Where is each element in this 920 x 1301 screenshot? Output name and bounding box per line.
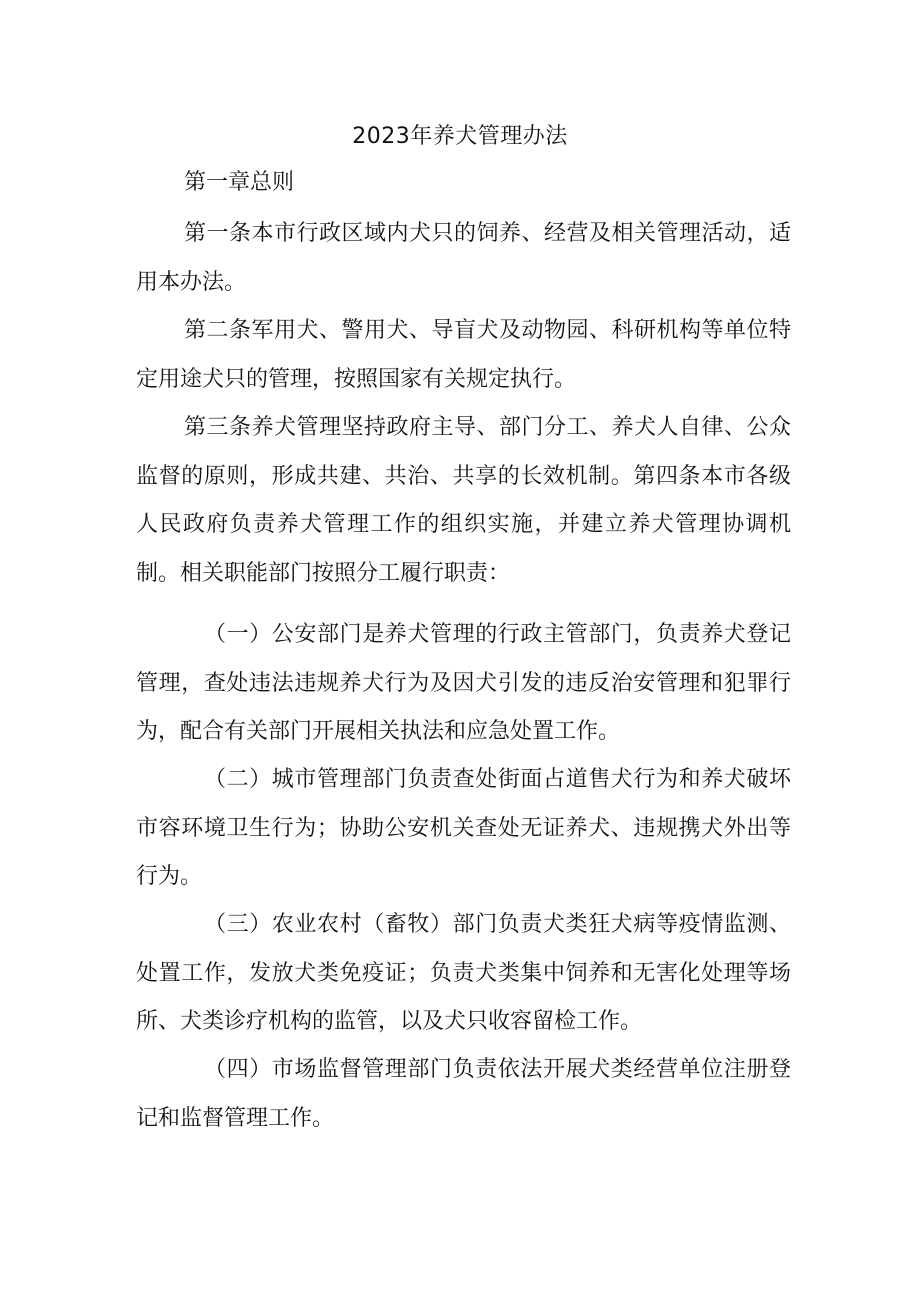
article-1: 第一条本市行政区域内犬只的饲养、经营及相关管理活动，适用本办法。 (136, 221, 791, 295)
clause-4-market-supervision: （四）市场监督管理部门负责依法开展犬类经营单位注册登记和监督管理工作。 (136, 1057, 791, 1131)
clause-1-public-security: （一）公安部门是养犬管理的行政主管部门，负责养犬登记管理，查处违法违规养犬行为及因犬引发的违反治安管理和犯罪行为，配合有关部门开展相关执法和应急处置工作。 (136, 622, 791, 744)
chapter-heading: 第一章总则 (184, 170, 295, 195)
article-3-4: 第三条养犬管理坚持政府主导、部门分工、养犬人自律、公众监督的原则，形成共建、共治、共享的长效机制。第四条本市各级人民政府负责养犬管理工作的组织实施，并建立养犬管理协调机制。相关职能部门按照分工履行职责： (136, 415, 791, 586)
article-2: 第二条军用犬、警用犬、导盲犬及动物园、科研机构等单位特定用途犬只的管理，按照国家有关规定执行。 (136, 318, 791, 392)
clause-2-urban-management: （二）城市管理部门负责查处街面占道售犬行为和养犬破坏市容环境卫生行为；协助公安机关查处无证养犬、违规携犬外出等行为。 (136, 767, 791, 889)
document-title: 2023年养犬管理办法 (352, 124, 568, 149)
clause-3-agriculture: （三）农业农村（畜牧）部门负责犬类狂犬病等疫情监测、处置工作，发放犬类免疫证；负责犬类集中饲养和无害化处理等场所、犬类诊疗机构的监管，以及犬只收容留检工作。 (136, 912, 791, 1034)
